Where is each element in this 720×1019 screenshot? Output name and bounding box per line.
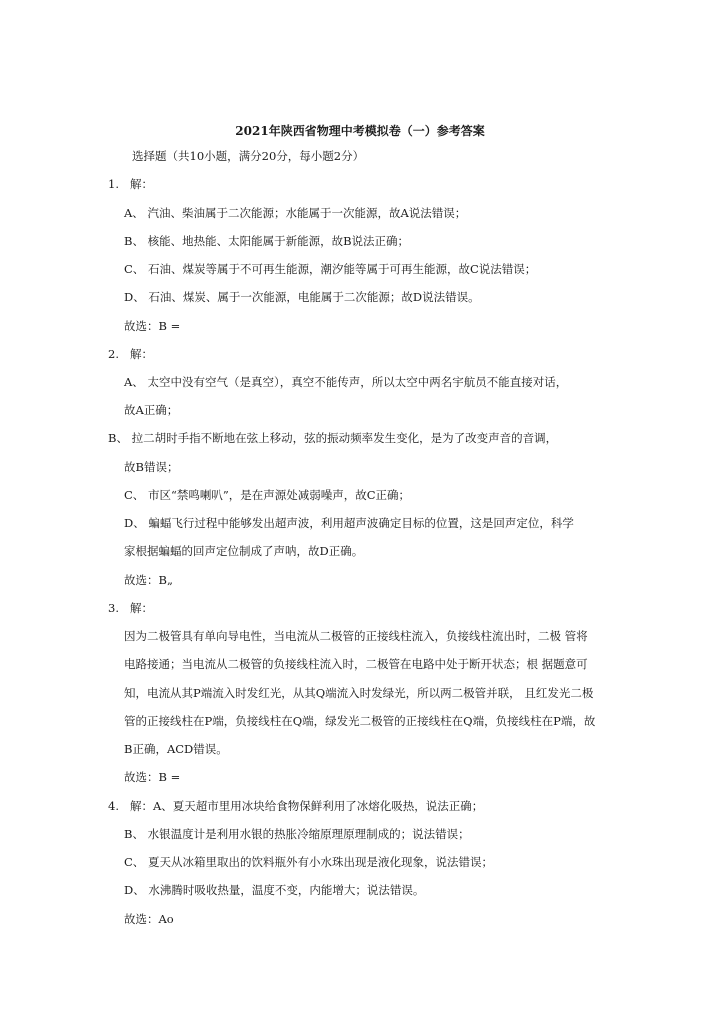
q1-option-a: A、 汽油、柴油属于二次能源；水能属于一次能源，故A说法错误； [124, 206, 467, 220]
q1-heading: 1. 解： [108, 177, 153, 191]
q2-option-b-line2: 故B错误； [124, 460, 179, 474]
q2-option-b-line1: B、 拉二胡时手指不断地在弦上移动，弦的振动频率发生变化，是为了改变声音的音调， [108, 431, 558, 445]
section-heading: 选择题（共10小题，满分20分，每小题2分） [132, 149, 365, 163]
q3-paragraph-line1: 因为二极管具有单向导电性，当电流从二极管的正接线柱流入，负接线柱流出时，二极 管将 [124, 629, 588, 643]
q2-option-d-line2: 家根据蝙蝠的回声定位制成了声呐，故D正确。 [124, 544, 364, 558]
q3-paragraph-line3: 知，电流从其P端流入时发红光，从其Q端流入时发绿光，所以两二极管并联， 且红发光二极 [124, 686, 594, 700]
q3-heading: 3. 解： [108, 601, 153, 615]
document-title: 2021年陕西省物理中考模拟卷（一）参考答案 [235, 124, 485, 138]
q4-option-b: B、 水银温度计是利用水银的热胀冷缩原理原理制成的；说法错误； [124, 827, 470, 841]
q4-heading: 4. 解：A、夏天超市里用冰块给食物保鲜利用了冰熔化吸热，说法正确； [108, 799, 484, 813]
q1-option-d: D、 石油、煤炭、属于一次能源，电能属于二次能源；故D说法错误。 [124, 290, 480, 304]
q4-answer: 故选：Ao [124, 912, 174, 926]
q4-option-d: D、 水沸腾时吸收热量，温度不变，内能增大；说法错误。 [124, 883, 425, 897]
q1-option-c: C、 石油、煤炭等属于不可再生能源，潮汐能等属于可再生能源，故C说法错误； [124, 262, 537, 276]
q2-heading: 2. 解： [108, 347, 153, 361]
q2-option-a-line2: 故A正确； [124, 403, 179, 417]
q3-paragraph-line2: 电路接通；当电流从二极管的负接线柱流入时，二极管在电路中处于断开状态；根 据题意可 [124, 657, 588, 671]
q2-option-a-line1: A、 太空中没有空气（是真空），真空不能传声，所以太空中两名宇航员不能直接对话， [124, 375, 568, 389]
q2-answer: 故选：B„ [124, 573, 173, 587]
q4-option-c: C、 夏天从冰箱里取出的饮料瓶外有小水珠出现是液化现象，说法错误； [124, 855, 493, 869]
q3-paragraph-line5: B正确，ACD错误。 [124, 742, 228, 756]
q1-option-b: B、 核能、地热能、太阳能属于新能源，故B说法正确； [124, 234, 410, 248]
q1-answer: 故选：B = [124, 319, 181, 333]
q2-option-d-line1: D、 蝙蝠飞行过程中能够发出超声波，利用超声波确定目标的位置，这是回声定位，科学 [124, 516, 574, 530]
q3-paragraph-line4: 管的正接线柱在P端，负接线柱在Q端，绿发光二极管的正接线柱在Q端，负接线柱在P端，故 [124, 714, 596, 728]
q2-option-c: C、 市区“禁鸣喇叭”，是在声源处减弱噪声，故C正确； [124, 488, 411, 502]
q3-answer: 故选：B = [124, 770, 181, 784]
